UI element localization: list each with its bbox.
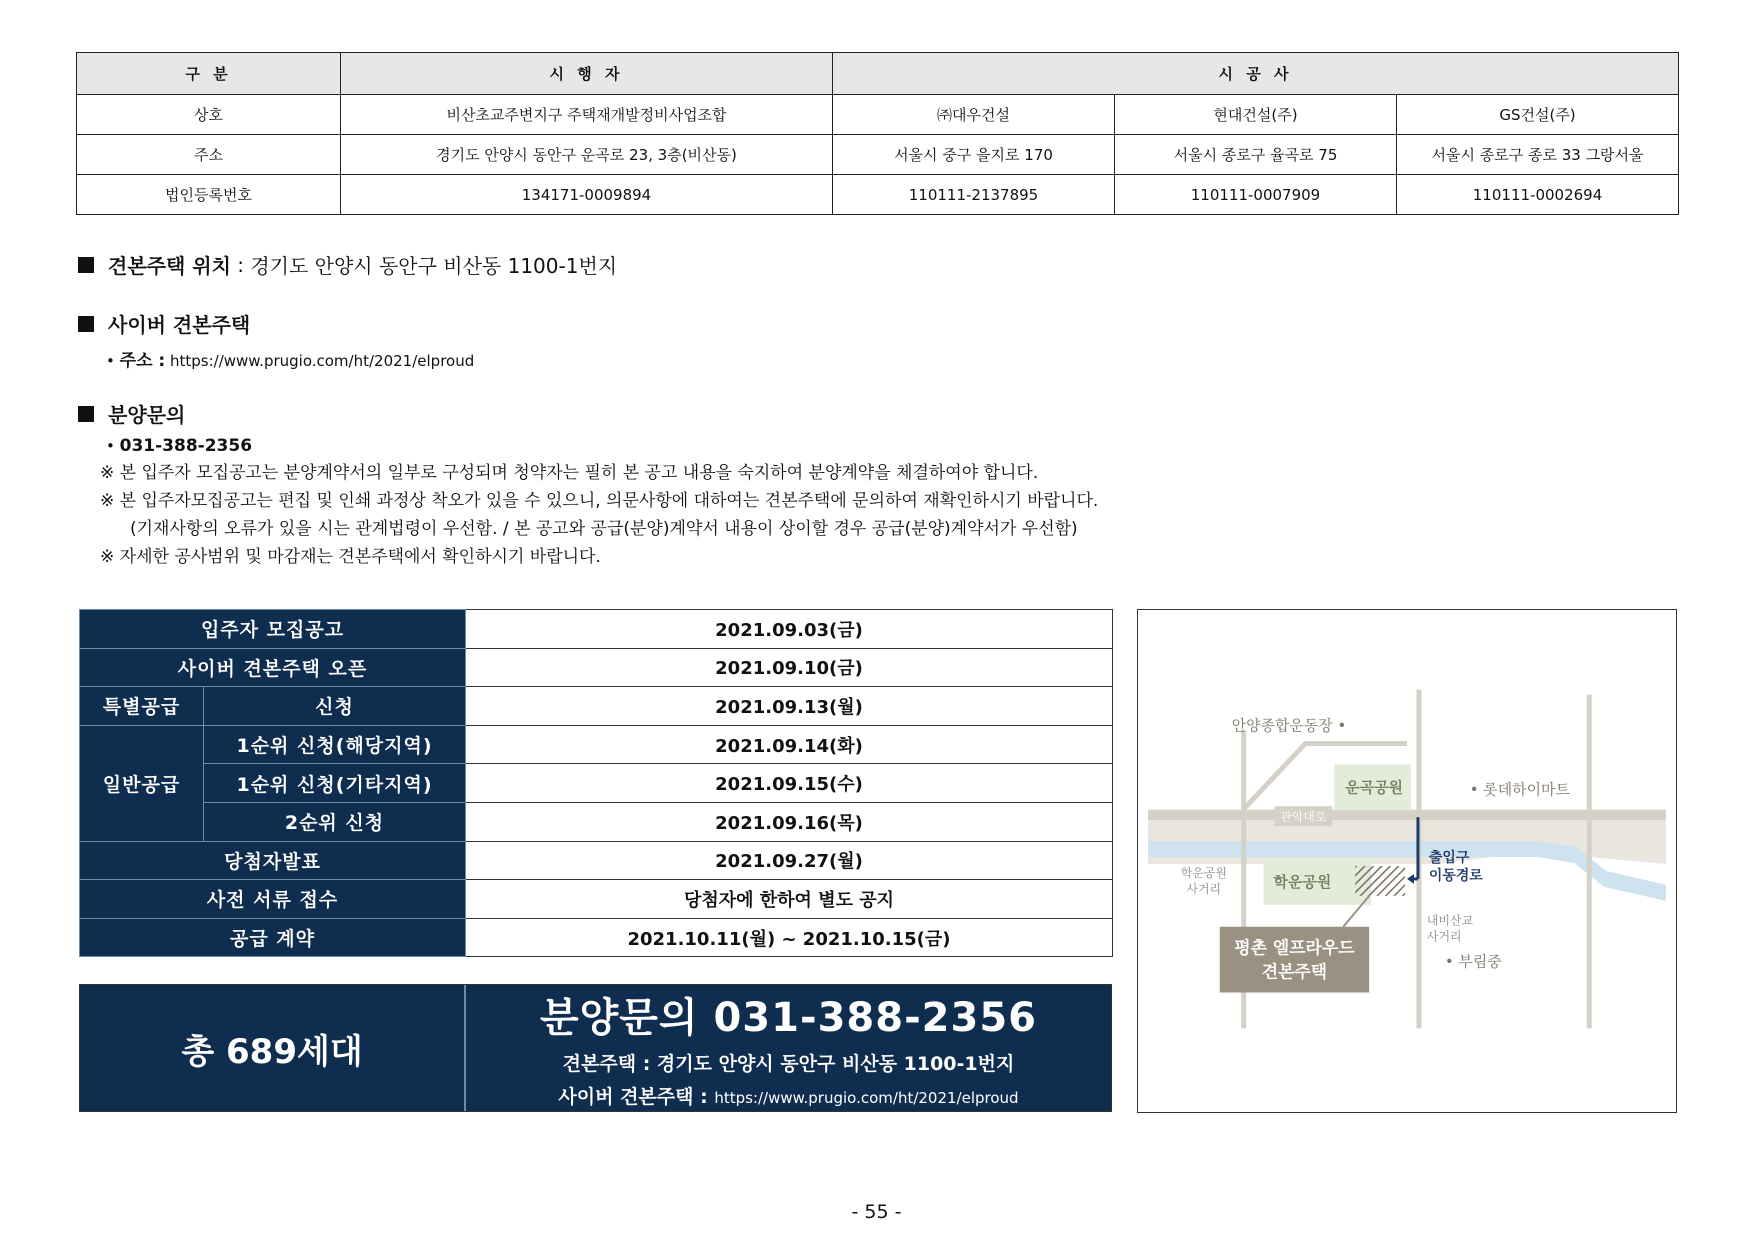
schedule-label: 2순위 신청 bbox=[204, 802, 466, 841]
model-house-label-box bbox=[1220, 927, 1369, 993]
banner-model-house: 견본주택 : 경기도 안양시 동안구 비산동 1100-1번지 bbox=[562, 1053, 1015, 1075]
cyber-house-section bbox=[78, 309, 474, 371]
label-hakun-park: 학운공원 bbox=[1273, 872, 1332, 891]
square-bullet-icon bbox=[78, 406, 94, 422]
schedule-row bbox=[80, 918, 1113, 957]
schedule-label: 사이버 견본주택 오픈 bbox=[80, 648, 466, 687]
notice-line: ※ 본 입주자모집공고는 편집 및 인쇄 과정상 착오가 있을 수 있으니, 의문사항에 대하여는 견본주택에 문의하여 재확인하시기 바랍니다. bbox=[100, 491, 1099, 511]
cyber-address-label: 주소 : bbox=[119, 351, 166, 371]
banner-contact bbox=[466, 985, 1111, 1111]
cell-constructor-1: 110111-2137895 bbox=[833, 175, 1115, 215]
label-hakun-cross-2: 사거리 bbox=[1186, 881, 1222, 896]
banner-cyber-url[interactable]: https://www.prugio.com/ht/2021/elproud bbox=[714, 1089, 1019, 1107]
row-label: 상호 bbox=[77, 95, 341, 135]
inquiry-phone: 031-388-2356 bbox=[119, 436, 253, 456]
arrow-head-icon bbox=[1407, 874, 1414, 884]
cyber-house-heading bbox=[78, 309, 474, 338]
bullet-dot-icon: • bbox=[106, 437, 115, 455]
schedule-label: 1순위 신청(기타지역) bbox=[204, 764, 466, 803]
inquiry-title: 분양문의 bbox=[108, 403, 186, 427]
banner-cyber-house bbox=[466, 1082, 1111, 1109]
label-house-type: 견본주택 bbox=[1261, 961, 1328, 982]
schedule-date: 당첨자에 한하여 별도 공지 bbox=[466, 880, 1113, 919]
model-house-section bbox=[78, 250, 617, 279]
schedule-date: 2021.10.11(월) ~ 2021.10.15(금) bbox=[466, 918, 1113, 957]
summary-banner bbox=[79, 984, 1112, 1112]
cell-constructor-3: GS건설(주) bbox=[1397, 95, 1679, 135]
cell-developer: 경기도 안양시 동안구 운곡로 23, 3층(비산동) bbox=[341, 135, 833, 175]
schedule-row bbox=[80, 687, 1113, 726]
inquiry-heading bbox=[78, 399, 1098, 428]
label-gwanak-road: 관악대로 bbox=[1280, 810, 1327, 825]
label-entrance-2: 이동경로 bbox=[1428, 867, 1483, 884]
cell-constructor-2: 서울시 종로구 율곡로 75 bbox=[1115, 135, 1397, 175]
schedule-label: 공급 계약 bbox=[80, 918, 466, 957]
inquiry-section bbox=[78, 399, 1098, 568]
schedule-row bbox=[80, 610, 1113, 649]
cyber-house-title: 사이버 견본주택 bbox=[108, 313, 251, 337]
schedule-row bbox=[80, 648, 1113, 687]
cell-developer: 134171-0009894 bbox=[341, 175, 833, 215]
cell-constructor-1: 서울시 중구 을지로 170 bbox=[833, 135, 1115, 175]
notice-line: (기재사항의 오류가 있을 시는 관계법령이 우선함. / 본 공고와 공급(분양)계약서 내용이 상이할 경우 공급(분양)계약서가 우선함) bbox=[130, 519, 1078, 539]
inquiry-phone-line bbox=[106, 436, 1098, 456]
schedule-group-general: 일반공급 bbox=[80, 725, 204, 841]
location-map bbox=[1137, 609, 1677, 1113]
schedule-label: 1순위 신청(해당지역) bbox=[204, 725, 466, 764]
schedule-table bbox=[79, 609, 1113, 957]
header-constructor: 시 공 사 bbox=[833, 53, 1679, 95]
schedule-label: 사전 서류 접수 bbox=[80, 880, 466, 919]
schedule-row bbox=[80, 880, 1113, 919]
company-info-table bbox=[76, 52, 1679, 215]
square-bullet-icon bbox=[78, 257, 94, 273]
square-bullet-icon bbox=[78, 316, 94, 332]
label-naebi-2: 사거리 bbox=[1426, 929, 1462, 944]
label-ungok-park: 운곡공원 bbox=[1345, 778, 1403, 797]
cell-constructor-2: 110111-0007909 bbox=[1115, 175, 1397, 215]
cyber-house-address-line bbox=[106, 346, 474, 371]
schedule-date: 2021.09.10(금) bbox=[466, 648, 1113, 687]
schedule-row bbox=[80, 764, 1113, 803]
cell-constructor-1: ㈜대우건설 bbox=[833, 95, 1115, 135]
table-row bbox=[77, 175, 1679, 215]
model-house-separator: : bbox=[230, 252, 251, 277]
model-house-heading bbox=[78, 250, 617, 279]
table-row bbox=[77, 95, 1679, 135]
row-label: 법인등록번호 bbox=[77, 175, 341, 215]
label-hakun-cross: 학운공원 bbox=[1180, 865, 1227, 880]
schedule-row bbox=[80, 841, 1113, 880]
schedule-date: 2021.09.15(수) bbox=[466, 764, 1113, 803]
row-label: 주소 bbox=[77, 135, 341, 175]
label-lotte-mart: • 롯데하이마트 bbox=[1469, 780, 1570, 799]
schedule-date: 2021.09.03(금) bbox=[466, 610, 1113, 649]
schedule-label: 당첨자발표 bbox=[80, 841, 466, 880]
schedule-label: 입주자 모집공고 bbox=[80, 610, 466, 649]
header-developer: 시 행 자 bbox=[341, 53, 833, 95]
cell-constructor-2: 현대건설(주) bbox=[1115, 95, 1397, 135]
cell-constructor-3: 110111-0002694 bbox=[1397, 175, 1679, 215]
cell-constructor-3: 서울시 종로구 종로 33 그랑서울 bbox=[1397, 135, 1679, 175]
model-house-address: 경기도 안양시 동안구 비산동 1100-1번지 bbox=[250, 254, 618, 278]
map-svg bbox=[1138, 610, 1676, 1112]
label-house-name: 평촌 엘프라우드 bbox=[1234, 937, 1355, 958]
label-naebi: 내비산교 bbox=[1426, 913, 1474, 928]
schedule-row bbox=[80, 725, 1113, 764]
cyber-house-url[interactable]: https://www.prugio.com/ht/2021/elproud bbox=[169, 352, 475, 370]
label-stadium: 안양종합운동장 • bbox=[1231, 716, 1347, 735]
cell-developer: 비산초교주변지구 주택재개발정비사업조합 bbox=[341, 95, 833, 135]
banner-phone: 분양문의 031-388-2356 bbox=[539, 995, 1037, 1041]
notice-line: ※ 본 입주자 모집공고는 분양계약서의 일부로 구성되며 청약자는 필히 본 공고 내용을 숙지하여 분양계약을 체결하여야 합니다. bbox=[100, 463, 1039, 483]
label-burim: • 부림중 bbox=[1444, 952, 1502, 971]
model-house-site bbox=[1355, 866, 1405, 896]
schedule-group-special: 특별공급 bbox=[80, 687, 204, 726]
header-category: 구 분 bbox=[77, 53, 341, 95]
schedule-row bbox=[80, 802, 1113, 841]
schedule-date: 2021.09.13(월) bbox=[466, 687, 1113, 726]
table-header-row bbox=[77, 53, 1679, 95]
bullet-dot-icon: • bbox=[106, 352, 115, 370]
table-row bbox=[77, 135, 1679, 175]
notice-line: ※ 자세한 공사범위 및 마감재는 견본주택에서 확인하시기 바랍니다. bbox=[100, 547, 601, 567]
schedule-date: 2021.09.14(화) bbox=[466, 725, 1113, 764]
page-number: - 55 - bbox=[851, 1201, 902, 1223]
schedule-label: 신청 bbox=[204, 687, 466, 726]
total-units: 총 689세대 bbox=[80, 985, 466, 1111]
schedule-date: 2021.09.27(월) bbox=[466, 841, 1113, 880]
schedule-date: 2021.09.16(목) bbox=[466, 802, 1113, 841]
label-entrance: 출입구 bbox=[1428, 849, 1470, 866]
model-house-title: 견본주택 위치 bbox=[108, 254, 231, 278]
banner-cyber-label: 사이버 견본주택 : bbox=[558, 1086, 715, 1108]
